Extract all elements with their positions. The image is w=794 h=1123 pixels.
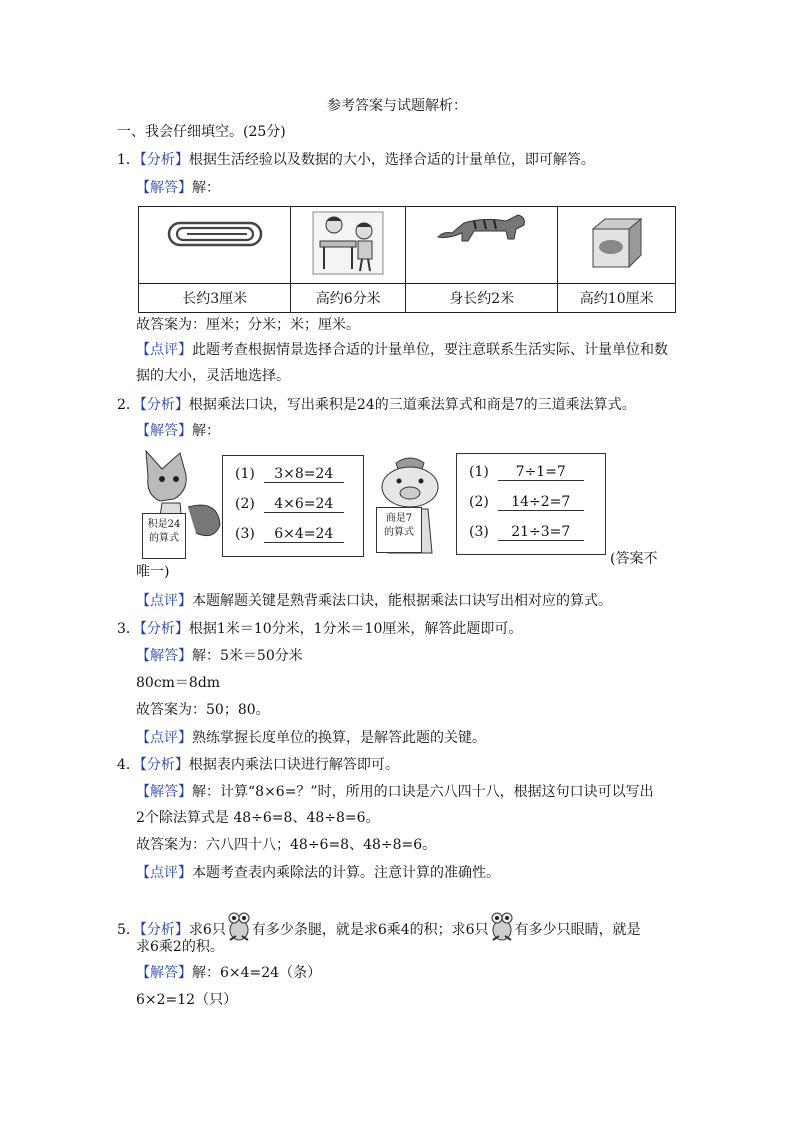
- q3-comment: [136, 728, 486, 748]
- q1-answer: [136, 178, 220, 198]
- q4-result: 故答案为：六八四十八；48÷6=8、48÷8=6。: [136, 837, 437, 853]
- q1-analysis: [117, 150, 595, 170]
- q5-answer: [136, 963, 321, 983]
- table-cell: [139, 207, 291, 284]
- analysis-tag: 【分析】: [139, 757, 189, 773]
- q5-analysis-text-c: 有多少只眼睛，就是: [514, 922, 641, 938]
- item-number: (3): [469, 524, 489, 540]
- item-equation: 4×6=24: [264, 496, 344, 513]
- left-sign: [142, 513, 186, 559]
- q4-comment: [136, 863, 500, 883]
- q1-comment-text: 此题考查根据情景选择合适的计量单位，要注意联系生活实际、计量单位和数: [192, 342, 668, 358]
- item-number: (2): [469, 494, 489, 510]
- tiger-image: [434, 209, 530, 249]
- right-item: [469, 464, 599, 481]
- answer-tag: 【解答】: [136, 784, 192, 800]
- analysis-tag: 【分析】: [139, 397, 189, 413]
- item-equation: 7÷1=7: [498, 464, 584, 481]
- children-at-desk-image: [312, 211, 384, 275]
- table-caption: 高约10厘米: [558, 284, 676, 313]
- q4-comment-text: 本题考查表内乘除法的计算。注意计算的准确性。: [192, 865, 500, 881]
- frog-icon: [226, 910, 252, 944]
- q3-comment-text: 熟练掌握长度单位的换算，是解答此题的关键。: [192, 730, 486, 746]
- page-heading: 参考答案与试题解析：: [327, 98, 467, 114]
- right-sign-line: 的算式: [384, 527, 414, 538]
- answer-tag: 【解答】: [136, 180, 192, 196]
- frog-icon: [489, 910, 515, 944]
- q2-answer-text: 解：: [192, 423, 220, 439]
- item-number: (1): [235, 466, 255, 482]
- right-sign-line: 商是7: [385, 513, 413, 524]
- q2-note: (答案不: [610, 551, 658, 567]
- q2-note-line2: 唯一): [136, 564, 170, 580]
- item-number: (2): [235, 496, 255, 512]
- right-sign: [376, 507, 422, 553]
- answer-tag: 【解答】: [136, 965, 192, 981]
- q2-analysis: [117, 395, 636, 415]
- analysis-tag: 【分析】: [139, 922, 189, 938]
- analysis-tag: 【分析】: [139, 152, 189, 168]
- answer-tag: 【解答】: [136, 423, 192, 439]
- box-image: [589, 215, 645, 271]
- section-title: 一、我会仔细填空。(25分): [117, 124, 286, 140]
- q5-analysis-line2: 求6乘2的积。: [136, 939, 224, 955]
- q3-number: 3．: [117, 621, 140, 637]
- q5-analysis-text-b: 有多少条腿，就是求6乘4的积；求6只: [251, 922, 489, 938]
- q2-comment: [136, 591, 612, 611]
- q5-line2: 6×2=12（只）: [136, 992, 238, 1008]
- q2-comment-text: 本题解题关键是熟背乘法口诀，能根据乘法口诀写出相对应的算式。: [192, 593, 612, 609]
- q3-answer: [136, 646, 303, 666]
- item-number: (1): [469, 464, 489, 480]
- right-answer-box: [456, 453, 606, 555]
- q4-answer-line2: 2个除法算式是 48÷6=8、48÷8=6。: [136, 810, 380, 826]
- item-equation: 14÷2=7: [498, 494, 584, 511]
- left-item: [235, 526, 355, 543]
- comment-tag: 【点评】: [136, 593, 192, 609]
- table-cell: [291, 207, 406, 284]
- left-sign-line: 的算式: [149, 533, 179, 544]
- q3-result: 故答案为：50；80。: [136, 702, 270, 718]
- q3-answer-text: 解：5米＝50分米: [192, 648, 303, 664]
- analysis-tag: 【分析】: [139, 621, 189, 637]
- q1-comment-line2: 据的大小，灵活地选择。: [136, 368, 290, 384]
- answer-tag: 【解答】: [136, 648, 192, 664]
- left-answer-box: [222, 455, 364, 557]
- q1-answer-table: [138, 206, 676, 313]
- table-caption: 高约6分米: [291, 284, 406, 313]
- q4-answer-text: 解：计算“8×6=？”时，所用的口诀是六八四十八，根据这句口诀可以写出: [192, 784, 654, 800]
- q1-number: 1．: [117, 152, 140, 168]
- q1-analysis-text: 根据生活经验以及数据的大小，选择合适的计量单位，即可解答。: [188, 152, 595, 168]
- q1-comment: [136, 340, 668, 360]
- q4-number: 4．: [117, 757, 140, 773]
- left-sign-line: 积是24: [147, 519, 181, 530]
- q5-number: 5．: [117, 922, 140, 938]
- q4-answer: [136, 782, 654, 802]
- table-cell: [406, 207, 558, 284]
- item-equation: 6×4=24: [264, 526, 344, 543]
- q4-analysis-text: 根据表内乘法口诀进行解答即可。: [188, 757, 399, 773]
- right-item: [469, 494, 599, 511]
- comment-tag: 【点评】: [136, 342, 192, 358]
- q1-answer-text: 解：: [192, 180, 220, 196]
- right-item: [469, 524, 599, 541]
- table-caption: 身长约2米: [406, 284, 558, 313]
- item-equation: 21÷3=7: [498, 524, 584, 541]
- q2-answer: [136, 421, 220, 441]
- q3-line2: 80cm＝8dm: [136, 675, 221, 691]
- q2-analysis-text: 根据乘法口诀，写出乘积是24的三道乘法算式和商是7的三道乘法算式。: [188, 397, 636, 413]
- q1-result: 故答案为：厘米；分米；米；厘米。: [136, 317, 360, 333]
- left-item: [235, 496, 355, 513]
- item-number: (3): [235, 526, 255, 542]
- table-caption: 长约3厘米: [139, 284, 291, 313]
- comment-tag: 【点评】: [136, 865, 192, 881]
- left-item: [235, 466, 355, 483]
- q3-analysis-text: 根据1米＝10分米，1分米＝10厘米，解答此题即可。: [188, 621, 523, 637]
- q4-analysis: [117, 755, 399, 775]
- table-cell: [558, 207, 676, 284]
- q5-answer-text: 解：6×4=24（条）: [192, 965, 322, 981]
- paperclip-image: [167, 219, 263, 249]
- q5-analysis-text-a: 求6只: [188, 922, 226, 938]
- q3-analysis: [117, 619, 522, 639]
- q2-illustration: [140, 447, 608, 565]
- q2-number: 2．: [117, 397, 140, 413]
- comment-tag: 【点评】: [136, 730, 192, 746]
- item-equation: 3×8=24: [264, 466, 344, 483]
